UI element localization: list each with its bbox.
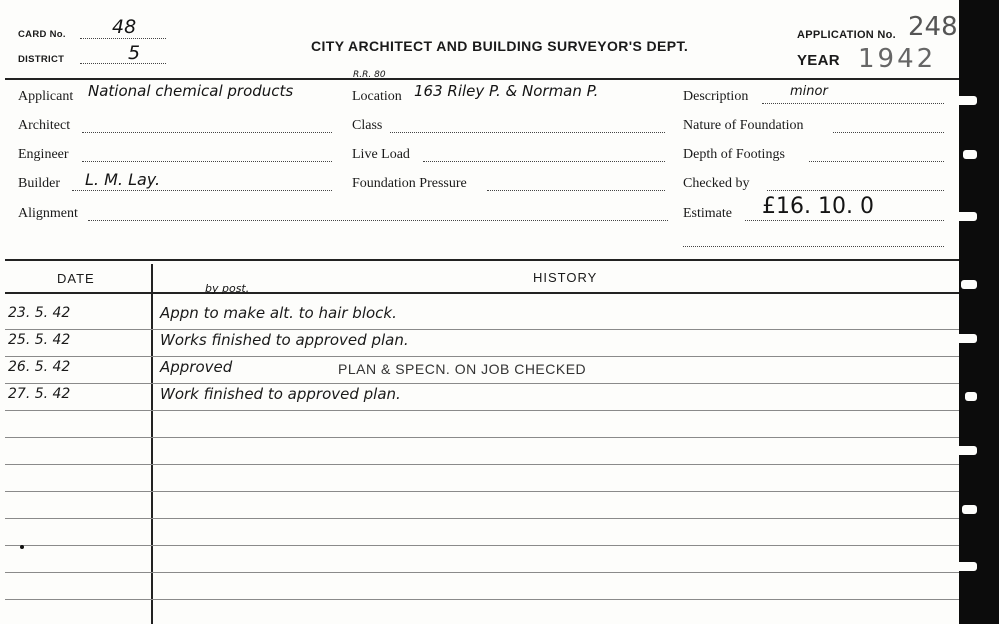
- checked-by-line: [767, 190, 944, 191]
- district-line: [80, 63, 166, 64]
- architect-line: [82, 132, 332, 133]
- history-header-divider: [5, 292, 959, 294]
- punch-mark: [20, 545, 24, 549]
- estimate-value: £16. 10. 0: [762, 194, 874, 219]
- applicant-label: Applicant: [18, 89, 74, 104]
- year-label: YEAR: [797, 52, 840, 69]
- live-load-line: [423, 161, 665, 162]
- edge-notch-4: [961, 280, 977, 289]
- edge-notch-7: [955, 446, 977, 455]
- history-row-2: [5, 330, 959, 357]
- foundation-pressure-label: Foundation Pressure: [352, 176, 467, 191]
- history-row-3-stamp: PLAN & SPECN. ON JOB CHECKED: [338, 361, 587, 377]
- depth-of-footings-line: [809, 161, 944, 162]
- live-load-label: Live Load: [352, 147, 410, 162]
- class-label: Class: [352, 118, 383, 133]
- applicant-value: National chemical products: [88, 82, 294, 100]
- nature-of-foundation-label: Nature of Foundation: [683, 118, 804, 133]
- history-row-1-date: 23. 5. 42: [8, 305, 71, 321]
- history-note-above: by post.: [205, 282, 250, 295]
- district-value: 5: [128, 42, 141, 64]
- history-row-2-text: Works finished to approved plan.: [160, 331, 409, 349]
- class-line: [390, 132, 665, 133]
- history-header: HISTORY: [533, 270, 598, 285]
- foundation-pressure-line: [487, 190, 665, 191]
- depth-of-footings-label: Depth of Footings: [683, 147, 785, 162]
- checked-by-label: Checked by: [683, 176, 750, 191]
- history-row-4-date: 27. 5. 42: [8, 386, 71, 402]
- history-row-3-date: 26. 5. 42: [8, 359, 71, 375]
- builder-line: [72, 190, 332, 191]
- history-row-6: [5, 438, 959, 465]
- location-value: 163 Riley P. & Norman P.: [414, 82, 599, 100]
- application-no-label: APPLICATION No.: [797, 29, 897, 41]
- edge-notch-5: [955, 334, 977, 343]
- description-value: minor: [790, 84, 828, 99]
- history-row-2-date: 25. 5. 42: [8, 332, 71, 348]
- card-no-line: [80, 38, 166, 39]
- history-row-8: [5, 492, 959, 519]
- district-label: DISTRICT: [18, 54, 65, 65]
- history-row-1-text: Appn to make alt. to hair block.: [160, 304, 397, 322]
- history-top-divider: [5, 259, 959, 261]
- card-no-label: CARD No.: [18, 29, 66, 40]
- history-row-3-text: Approved: [160, 358, 233, 376]
- edge-notch-2: [963, 150, 977, 159]
- architect-label: Architect: [18, 118, 71, 133]
- history-row-5: [5, 411, 959, 438]
- estimate-label: Estimate: [683, 206, 732, 221]
- estimate-line: [745, 220, 944, 221]
- engineer-line: [82, 161, 332, 162]
- edge-notch-1: [955, 96, 977, 105]
- builder-label: Builder: [18, 176, 60, 191]
- history-row-3: [5, 357, 959, 384]
- card-no-value: 48: [112, 16, 137, 38]
- nature-of-foundation-line: [833, 132, 944, 133]
- application-no-value: 248: [908, 12, 958, 42]
- year-value: 1942: [858, 44, 937, 74]
- header-divider: [5, 78, 959, 80]
- edge-notch-9: [955, 562, 977, 571]
- extra-line: [683, 246, 944, 247]
- builder-value: L. M. Lay.: [85, 170, 161, 189]
- history-row-11: [5, 573, 959, 600]
- dept-title: CITY ARCHITECT AND BUILDING SURVEYOR'S DEPT.: [311, 38, 689, 54]
- history-row-7: [5, 465, 959, 492]
- edge-notch-6: [965, 392, 977, 401]
- history-row-4: [5, 384, 959, 411]
- description-line: [762, 103, 944, 104]
- engineer-label: Engineer: [18, 147, 69, 162]
- scan-edge: [959, 0, 999, 624]
- location-note: R.R. 80: [353, 70, 386, 80]
- alignment-label: Alignment: [18, 206, 78, 221]
- alignment-line: [88, 220, 668, 221]
- history-row-10: [5, 546, 959, 573]
- edge-notch-3: [955, 212, 977, 221]
- history-row-4-text: Work finished to approved plan.: [160, 385, 401, 403]
- date-header: DATE: [57, 271, 95, 286]
- history-row-12: [5, 600, 959, 624]
- location-label: Location: [352, 89, 402, 104]
- description-label: Description: [683, 89, 749, 104]
- history-row-9: [5, 519, 959, 546]
- history-row-1: [5, 303, 959, 330]
- edge-notch-8: [962, 505, 977, 514]
